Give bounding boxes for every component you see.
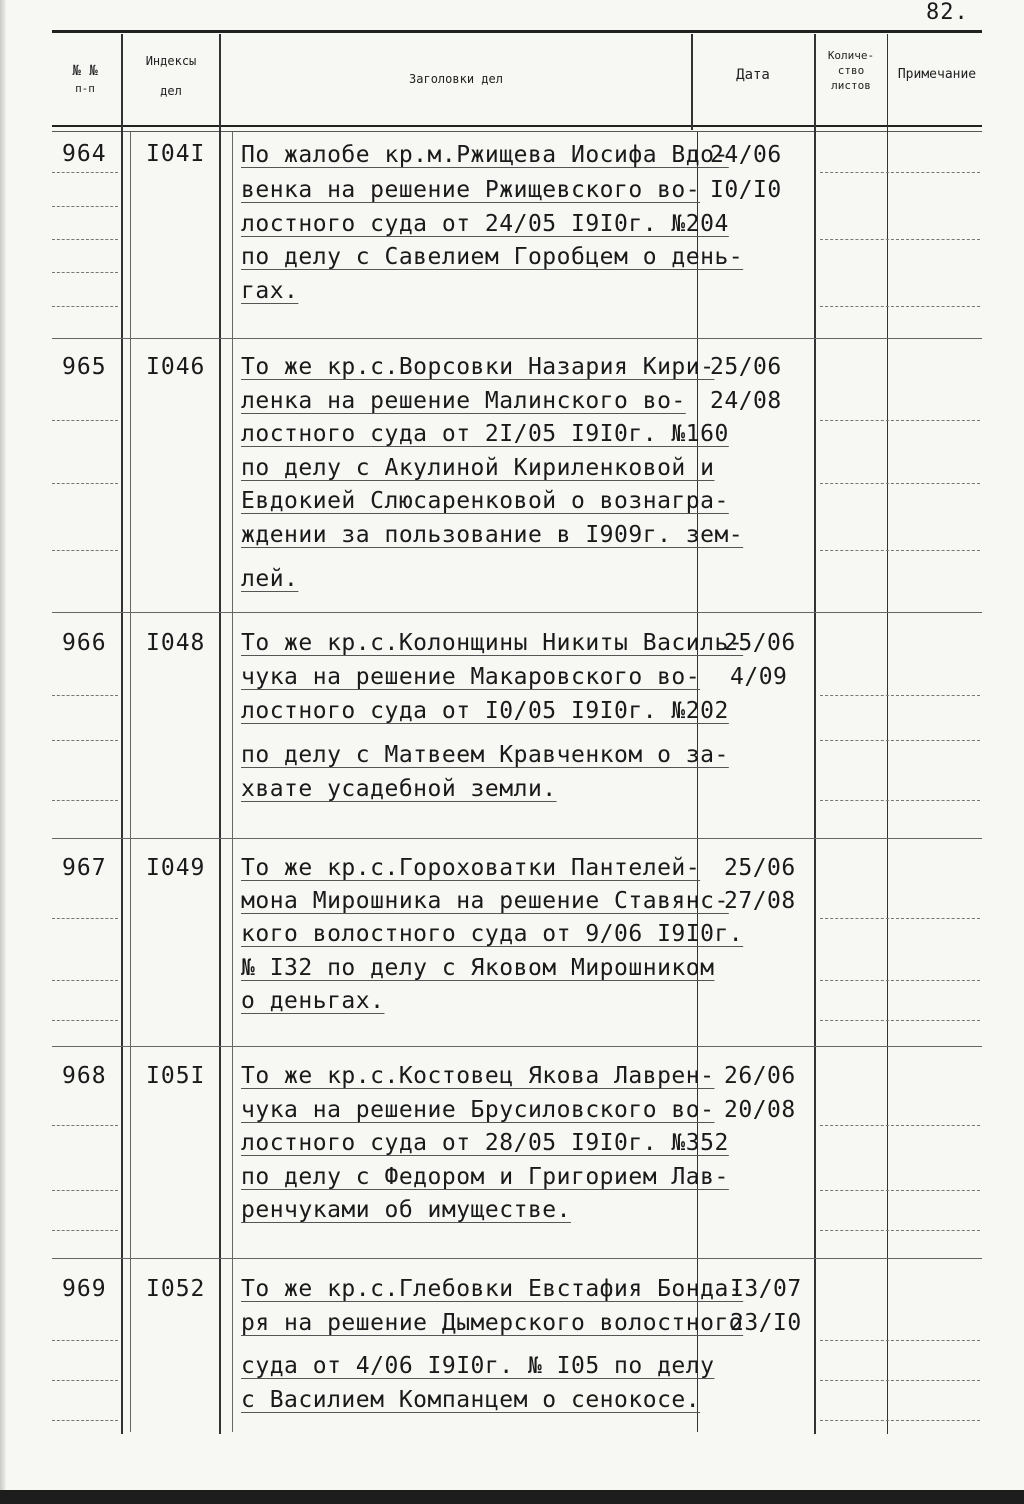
header-bottom-rule bbox=[52, 125, 982, 127]
entry-date-start: I3/07 bbox=[730, 1276, 802, 1302]
ruling bbox=[52, 550, 118, 552]
entry-title-line: гах. bbox=[241, 278, 299, 304]
entry-date-end: 23/I0 bbox=[730, 1310, 802, 1336]
entry-index: I049 bbox=[146, 855, 206, 881]
entry-title-line: лостного суда от 28/05 I9I0г. №352 bbox=[241, 1130, 729, 1156]
entry-title-line: по делу с Савелием Горобцем о день- bbox=[241, 244, 744, 270]
column-divider-5 bbox=[887, 34, 888, 1434]
entry-title-line: ждении за пользование в I909г. зем- bbox=[241, 522, 744, 548]
ruling bbox=[52, 800, 118, 802]
table-top-rule bbox=[52, 30, 982, 33]
header-titles: Заголовки дел bbox=[409, 72, 503, 86]
ruling bbox=[820, 1020, 980, 1022]
entry-title-line: Евдокией Слюсаренковой о вознагра- bbox=[241, 488, 729, 514]
entry-title-line: суда от 4/06 I9I0г. № I05 по делу bbox=[241, 1353, 715, 1379]
ruling bbox=[52, 740, 118, 742]
scan-bottom-edge bbox=[0, 1490, 1024, 1504]
ruling bbox=[52, 420, 118, 422]
entry-title-line: хвате усадебной земли. bbox=[241, 776, 557, 802]
ruling bbox=[52, 918, 118, 920]
header-notes: Примечание bbox=[897, 67, 977, 82]
ruling bbox=[820, 918, 980, 920]
column-divider-3b bbox=[697, 132, 698, 1432]
ruling bbox=[820, 695, 980, 697]
entry-title-line: То же кр.с.Гороховатки Пантелей- bbox=[241, 855, 701, 881]
column-divider-4 bbox=[814, 34, 816, 1434]
entry-num: 968 bbox=[62, 1063, 107, 1089]
header-sheets: Количе- ство листов bbox=[827, 49, 875, 92]
entry-title-line: лей. bbox=[241, 566, 299, 592]
entry-title-line: ря на решение Дымерского волостного bbox=[241, 1310, 744, 1336]
ruling bbox=[52, 206, 118, 208]
ruling bbox=[52, 1125, 118, 1127]
ruling bbox=[820, 1230, 980, 1232]
entry-title-line: мона Мирошника на решение Ставянс- bbox=[241, 888, 729, 914]
scan-left-edge bbox=[0, 0, 6, 1504]
column-divider-3 bbox=[691, 34, 693, 130]
ruling bbox=[820, 740, 980, 742]
ruling bbox=[820, 172, 980, 174]
entry-date-end: 27/08 bbox=[724, 888, 796, 914]
entry-title-line: кого волостного суда от 9/06 I9I0г. bbox=[241, 921, 744, 947]
entry-separator bbox=[52, 1046, 982, 1047]
ruling bbox=[820, 980, 980, 982]
ruling bbox=[820, 1420, 980, 1422]
entry-index: I05I bbox=[146, 1063, 206, 1089]
entry-separator bbox=[52, 1258, 982, 1259]
entry-date-end: 24/08 bbox=[710, 388, 782, 414]
header-date: Дата bbox=[736, 67, 770, 83]
title-left-margin bbox=[232, 132, 233, 1432]
entry-title-line: лостного суда от 24/05 I9I0г. №204 bbox=[241, 211, 729, 237]
ruling bbox=[820, 239, 980, 241]
ruling bbox=[820, 1380, 980, 1382]
ruling bbox=[52, 239, 118, 241]
entry-index: I048 bbox=[146, 630, 206, 656]
ruling bbox=[52, 1190, 118, 1192]
entry-title-line: То же кр.с.Костовец Якова Лаврен- bbox=[241, 1063, 715, 1089]
entry-num: 967 bbox=[62, 855, 107, 881]
entry-num: 966 bbox=[62, 630, 107, 656]
ruling bbox=[52, 172, 118, 174]
entry-title-line: по делу с Акулиной Кириленковой и bbox=[241, 455, 715, 481]
entry-date-start: 25/06 bbox=[724, 855, 796, 881]
column-divider-2 bbox=[219, 34, 221, 1434]
ruling bbox=[820, 306, 980, 308]
entry-date-start: 25/06 bbox=[724, 630, 796, 656]
entry-date-start: 24/06 bbox=[710, 142, 782, 168]
ruling bbox=[52, 1340, 118, 1342]
ruling bbox=[820, 483, 980, 485]
entry-title-line: чука на решение Брусиловского во- bbox=[241, 1097, 715, 1123]
ruling bbox=[52, 1380, 118, 1382]
header-index: Индексы дел bbox=[145, 54, 197, 98]
column-divider-1 bbox=[121, 34, 123, 1434]
ruling bbox=[52, 1230, 118, 1232]
ruling bbox=[52, 1420, 118, 1422]
entry-date-end: 20/08 bbox=[724, 1097, 796, 1123]
entry-date-end: I0/I0 bbox=[710, 177, 782, 203]
entry-title-line: венка на решение Ржищевского во- bbox=[241, 177, 701, 203]
ruling bbox=[820, 1190, 980, 1192]
entry-title-line: с Василием Компанцем о сенокосе. bbox=[241, 1387, 701, 1413]
ruling bbox=[820, 420, 980, 422]
entry-title-line: То же кр.с.Колонщины Никиты Василь- bbox=[241, 630, 744, 656]
ruling bbox=[52, 483, 118, 485]
entry-title-line: № I32 по делу с Яковом Мирошником bbox=[241, 955, 715, 981]
entry-index: I052 bbox=[146, 1276, 206, 1302]
entry-title-line: То же кр.с.Глебовки Евстафия Бонда- bbox=[241, 1276, 744, 1302]
entry-date-start: 26/06 bbox=[724, 1063, 796, 1089]
entry-title-line: лостного суда от I0/05 I9I0г. №202 bbox=[241, 698, 729, 724]
ruling bbox=[52, 272, 118, 274]
ruling bbox=[52, 695, 118, 697]
entry-title-line: лостного суда от 2I/05 I9I0г. №160 bbox=[241, 421, 729, 447]
header-bottom-rule-2 bbox=[52, 131, 982, 132]
entry-date-end: 4/09 bbox=[730, 664, 788, 690]
entry-num: 969 bbox=[62, 1276, 107, 1302]
entry-num: 964 bbox=[62, 141, 107, 167]
entry-title-line: То же кр.с.Ворсовки Назария Кири- bbox=[241, 354, 715, 380]
entry-title-line: ренчуками об имуществе. bbox=[241, 1197, 571, 1223]
entry-index: I046 bbox=[146, 354, 206, 380]
entry-index: I04I bbox=[146, 141, 206, 167]
entry-separator bbox=[52, 612, 982, 613]
entry-title-line: По жалобе кр.м.Ржищева Иосифа Вдо- bbox=[241, 142, 729, 168]
entry-separator bbox=[52, 838, 982, 839]
header-num: № № п-п bbox=[72, 63, 98, 95]
ruling bbox=[52, 1020, 118, 1022]
entry-num: 965 bbox=[62, 354, 107, 380]
ruling bbox=[820, 800, 980, 802]
ruling bbox=[820, 1340, 980, 1342]
entry-title-line: ленка на решение Малинского во- bbox=[241, 388, 686, 414]
entry-title-line: чука на решение Макаровского во- bbox=[241, 664, 701, 690]
entry-title-line: о деньгах. bbox=[241, 988, 385, 1014]
ruling bbox=[820, 1125, 980, 1127]
entry-separator bbox=[52, 338, 982, 339]
ruling bbox=[52, 306, 118, 308]
entry-date-start: 25/06 bbox=[710, 354, 782, 380]
entry-title-line: по делу с Федором и Григорием Лав- bbox=[241, 1164, 729, 1190]
ruling bbox=[820, 550, 980, 552]
entry-title-line: по делу с Матвеем Кравченком о за- bbox=[241, 742, 729, 768]
row-num-left-margin bbox=[130, 132, 131, 1432]
ruling bbox=[52, 980, 118, 982]
page-number: 82. bbox=[926, 0, 969, 25]
